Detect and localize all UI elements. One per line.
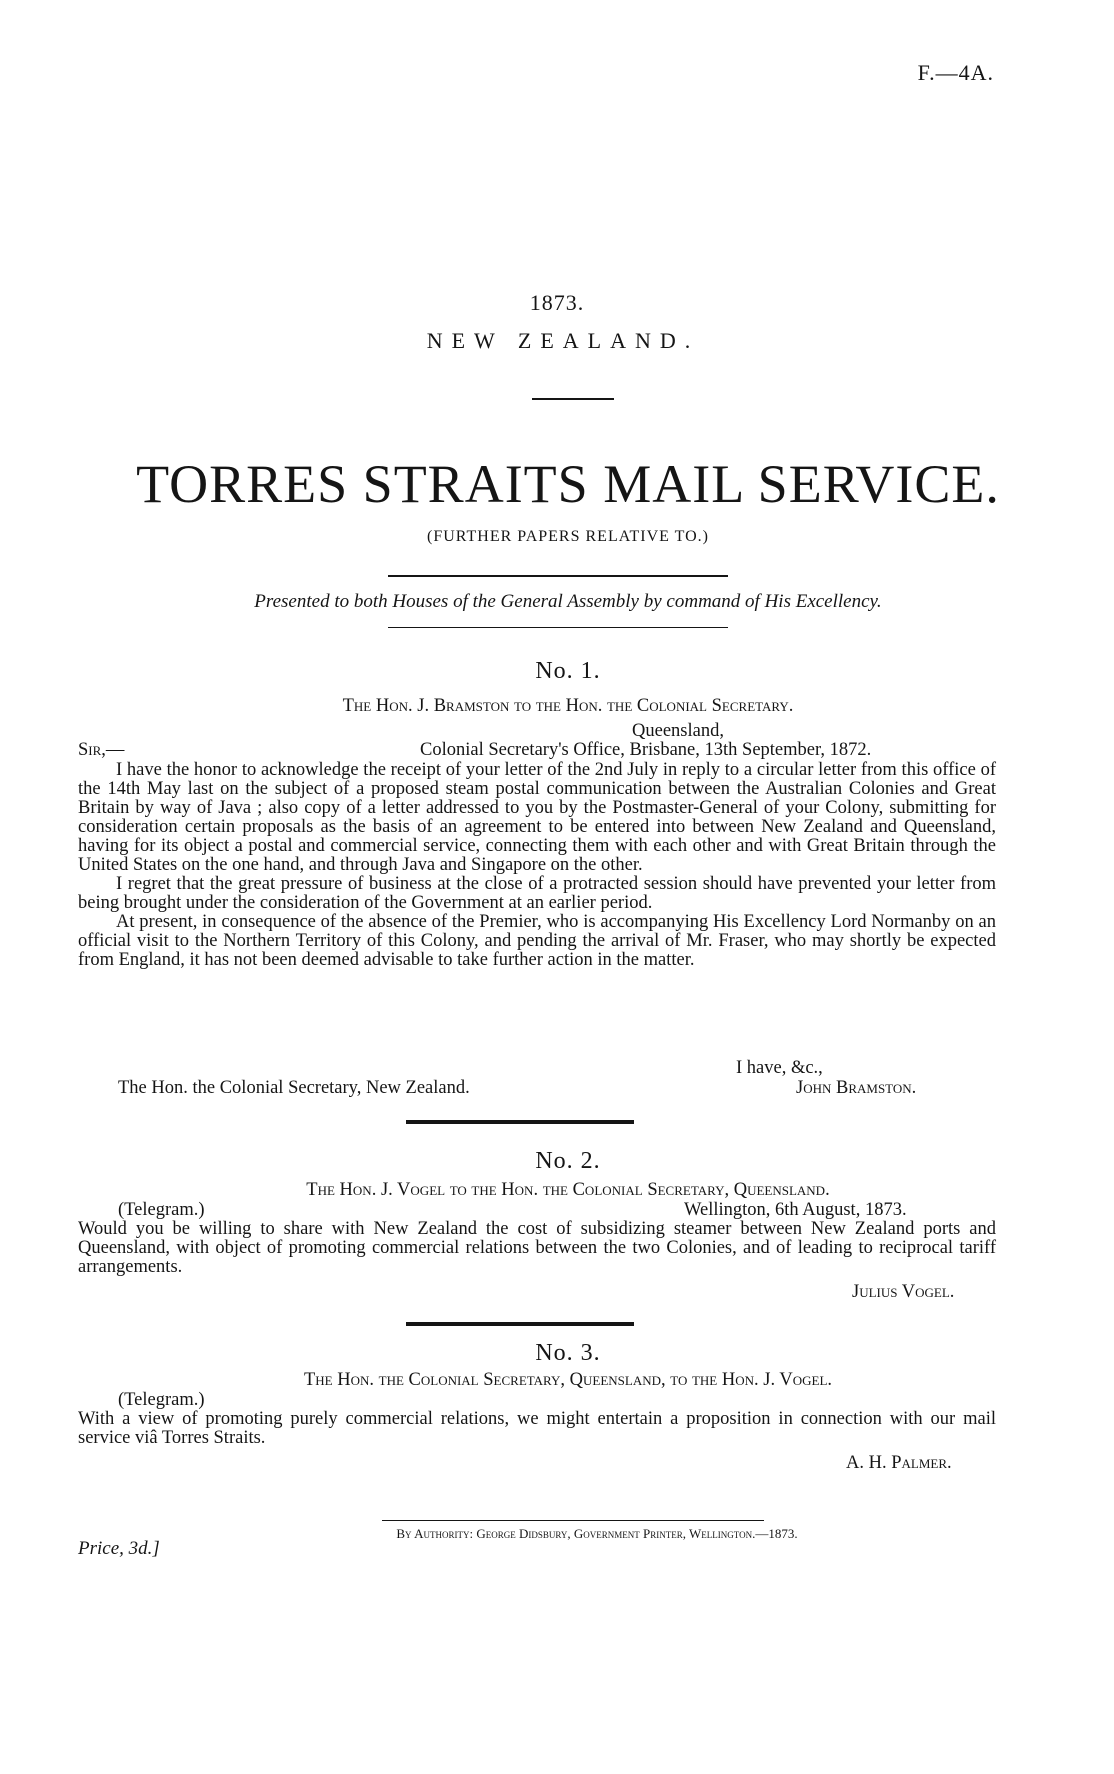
doc1-heading: The Hon. J. Bramston to the Hon. the Colonial Secretary.: [342, 696, 794, 716]
divider: [406, 1120, 634, 1124]
doc1-place: Queensland,: [632, 721, 724, 741]
country: NEW ZEALAND.: [426, 328, 700, 353]
divider: [388, 627, 728, 628]
doc1-signature: John Bramston.: [796, 1078, 917, 1098]
doc3-body: [78, 1410, 996, 1448]
price: Price, 3d.]: [78, 1538, 160, 1559]
presentation-note: Presented to both Houses of the General Assembly by command of His Excellency.: [254, 591, 882, 612]
doc1-number: No. 1.: [535, 658, 601, 684]
doc2-date: Wellington, 6th August, 1873.: [684, 1200, 907, 1220]
year: 1873.: [529, 290, 585, 315]
doc1-body: [78, 761, 996, 970]
doc3-heading: The Hon. the Colonial Secretary, Queensland, to the Hon. J. Vogel.: [303, 1370, 833, 1390]
doc1-paragraph: At present, in consequence of the absence of the Premier, who is accompanying His Excellency Lord Normanby on an official visit to the Northern Territory of this Colony, and pending the arrival of Mr. Fraser, who may shortly be expected from England, it has not been deemed advisable to take further action in the matter.: [78, 912, 996, 970]
doc3-number: No. 3.: [535, 1340, 601, 1366]
divider: [532, 398, 614, 400]
doc3-telegram: (Telegram.): [118, 1390, 205, 1410]
doc2-signature: Julius Vogel.: [852, 1282, 955, 1302]
doc1-address-date: Colonial Secretary's Office, Brisbane, 13th September, 1872.: [420, 740, 872, 760]
doc1-salutation: Sir,—: [78, 740, 125, 760]
doc2-body: [78, 1220, 996, 1277]
doc2-paragraph: Would you be willing to share with New Zealand the cost of subsidizing steamer between New Zealand ports and Queensland, with object of promoting commercial relations between the two Colonies, and of leading to reciprocal tariff arrangements.: [78, 1219, 996, 1277]
doc1-paragraph: I regret that the great pressure of business at the close of a protracted session should have prevented your letter from being brought under the consideration of the Government at an earlier period.: [78, 874, 996, 913]
divider: [388, 575, 728, 577]
doc2-number: No. 2.: [535, 1148, 601, 1174]
document-title: TORRES STRAITS MAIL SERVICE.: [136, 454, 1000, 514]
paper-reference: F.—4A.: [917, 60, 994, 85]
divider: [382, 1520, 764, 1521]
document-subtitle: (FURTHER PAPERS RELATIVE TO.): [427, 528, 709, 545]
divider: [406, 1322, 634, 1326]
doc1-paragraph: I have the honor to acknowledge the receipt of your letter of the 2nd July in reply to a circular letter from this office of the 14th May last on the subject of a proposed steam postal communication between the Australian Colonies and Great Britain by way of Java ; also copy of a letter addressed to you by the Postmaster-General of your Colony, submitting for consideration certain proposals as the basis of an agreement to be entered into between New Zealand and Queensland, having for its object a postal and commercial service, connecting them with each other and with Great Britain through the United States on the one hand, and through Java and Singapore on the other.: [78, 760, 996, 875]
doc3-signature: A. H. Palmer.: [846, 1453, 952, 1473]
doc2-heading: The Hon. J. Vogel to the Hon. the Colonial Secretary, Queensland.: [306, 1180, 830, 1200]
doc2-telegram: (Telegram.): [118, 1200, 205, 1220]
printer-imprint: By Authority: George Didsbury, Government Printer, Wellington.—1873.: [396, 1526, 798, 1541]
doc1-addressee: The Hon. the Colonial Secretary, New Zealand.: [118, 1078, 470, 1098]
doc3-paragraph: With a view of promoting purely commercial relations, we might entertain a proposition in connection with our mail service viâ Torres Straits.: [78, 1409, 996, 1448]
doc1-closing: I have, &c.,: [736, 1058, 823, 1078]
